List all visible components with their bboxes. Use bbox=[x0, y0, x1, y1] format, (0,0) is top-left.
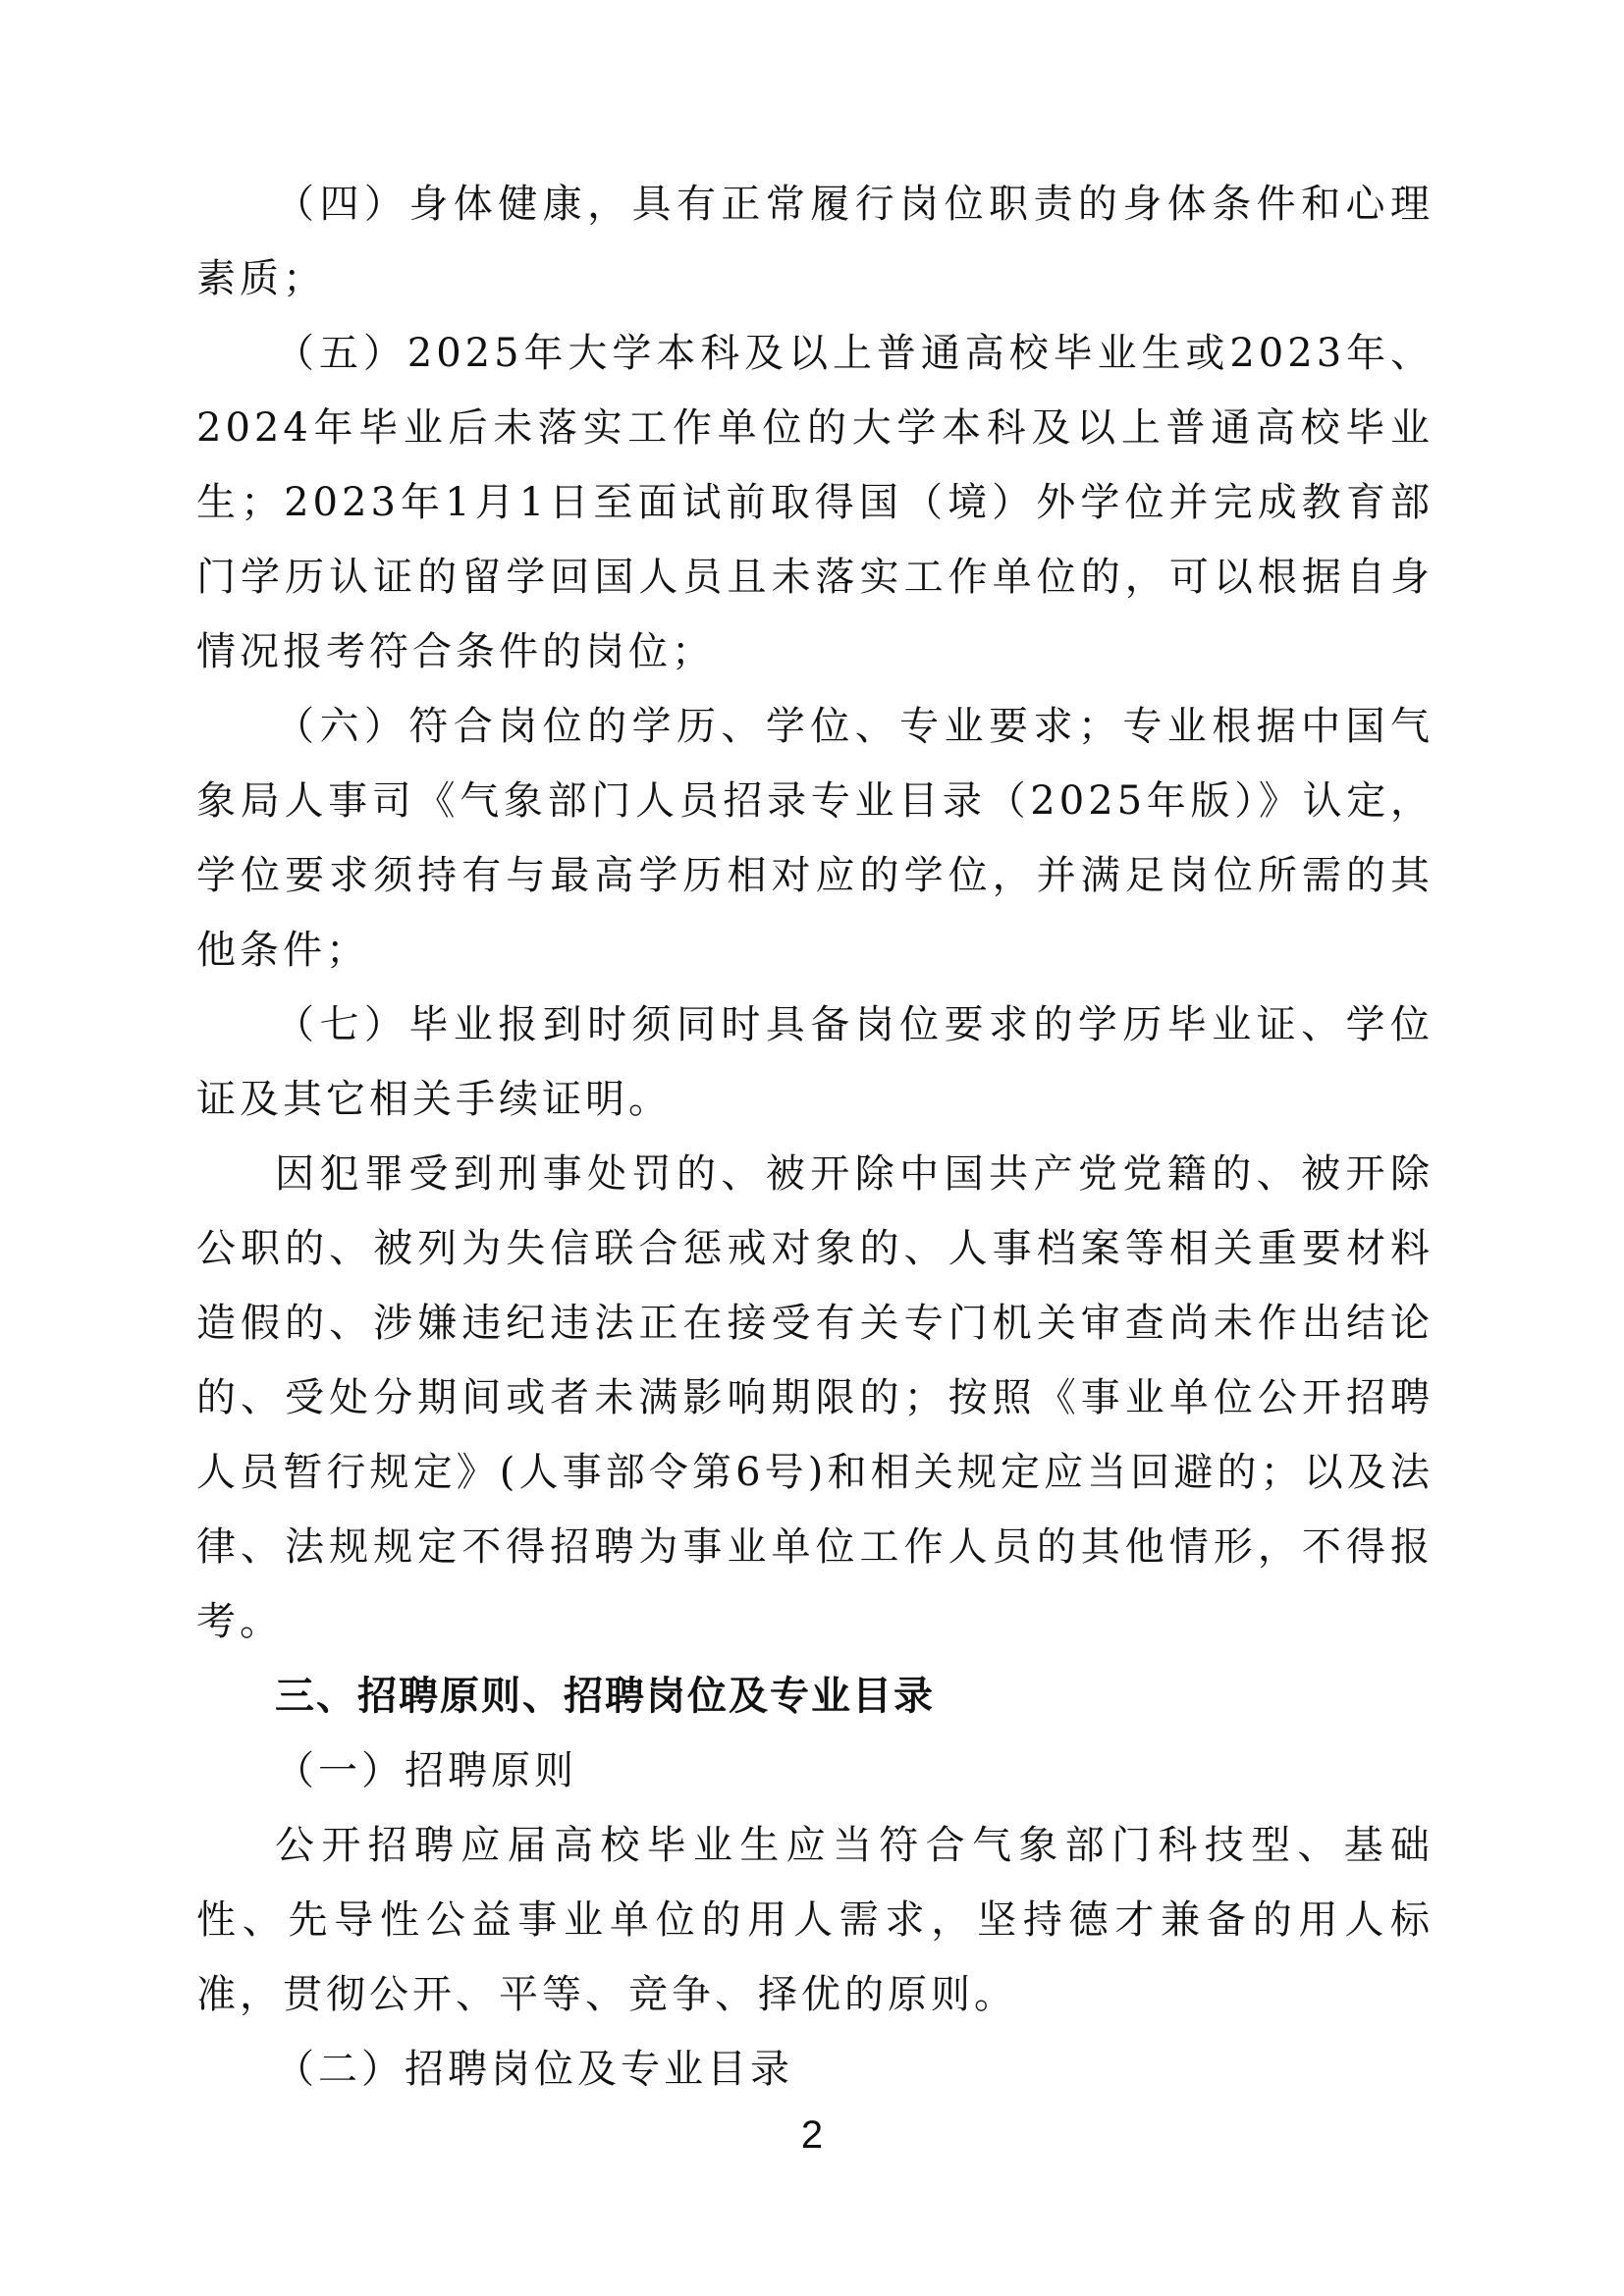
document-body bbox=[196, 167, 1434, 2107]
paragraph-disqualification: 因犯罪受到刑事处罚的、被开除中国共产党党籍的、被开除公职的、被列为失信联合惩戒对象的、人事档案等相关重要材料造假的、涉嫌违纪违法正在接受有关专门机关审查尚未作出结论的、受处分期间或者未满影响期限的；按照《事业单位公开招聘人员暂行规定》(人事部令第6号)和相关规定应当回避的；以及法律、法规规定不得招聘为事业单位工作人员的其他情形，不得报考。 bbox=[196, 1151, 1434, 1644]
paragraph-health-requirement: （四）身体健康，具有正常履行岗位职责的身体条件和心理素质； bbox=[196, 182, 1434, 301]
paragraph-graduate-eligibility: （五）2025年大学本科及以上普通高校毕业生或2023年、2024年毕业后未落实工作单位的大学本科及以上普通高校毕业生；2023年1月1日至面试前取得国（境）外学位并完成教育部门学历认证的留学回国人员且未落实工作单位的，可以根据自身情况报考符合条件的岗位； bbox=[196, 331, 1434, 674]
subheading-recruitment-principles: （一）招聘原则 bbox=[275, 1748, 577, 1793]
paragraph-certificate-requirement: （七）毕业报到时须同时具备岗位要求的学历毕业证、学位证及其它相关手续证明。 bbox=[196, 1002, 1434, 1122]
page-number: 2 bbox=[800, 2113, 824, 2157]
paragraph-principles: 公开招聘应届高校毕业生应当符合气象部门科技型、基础性、先导性公益事业单位的用人需求，坚持德才兼备的用人标准，贯彻公开、平等、竞争、择优的原则。 bbox=[196, 1823, 1434, 2017]
paragraph-degree-requirement: （六）符合岗位的学历、学位、专业要求；专业根据中国气象局人事司《气象部门人员招录专业目录（2025年版）》认定，学位要求须持有与最高学历相对应的学位，并满足岗位所需的其他条件； bbox=[196, 704, 1434, 973]
section-heading-principles-positions: 三、招聘原则、招聘岗位及专业目录 bbox=[275, 1674, 935, 1719]
subheading-positions-catalog: （二）招聘岗位及专业目录 bbox=[275, 2047, 793, 2092]
